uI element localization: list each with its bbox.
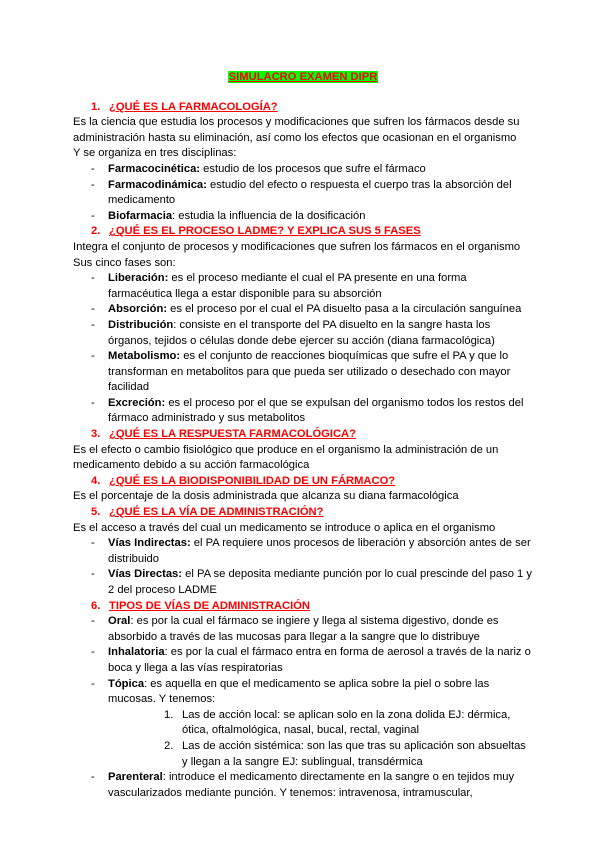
paragraph: Sus cinco fases son: [73,256,176,269]
heading-text: ¿QUÉ ES EL PROCESO LADME? Y EXPLICA SUS 5 FASES [109,225,421,238]
list-item [73,209,533,225]
item-text: es el conjunto de reacciones bioquímicas que sufre el PA y que lo transforman en metabolitos para que pueda ser utilizado o desechado con mayor facilidad [108,350,511,394]
item-term: Vías Directas: [108,568,183,581]
sublist-text: Las de acción local: se aplican solo en la zona dolida EJ: dérmica, ótica, oftalmológica, nasal, bucal, rectal, vaginal [182,708,511,737]
sublist-item [108,739,533,770]
section-3-heading [73,427,533,443]
paragraph: Es el porcentaje de la dosis administrada que alcanza su diana farmacológica [73,490,459,503]
item-term: Liberación: [108,272,169,285]
section-number: 6. [91,599,101,612]
item-term: Tópica [108,677,145,690]
list-item [73,770,533,801]
section-2-heading [73,224,533,240]
item-text: el PA requiere unos procesos de liberación y absorción antes de ser distribuido [108,537,531,565]
heading-text: TIPOS DE VÍAS DE ADMINISTRACIÓN [109,599,310,612]
item-term: Oral [108,615,131,628]
item-text: : introduce el medicamento directamente en la sangre o en tejidos muy vascularizados mediante punción. Y tenemos: intravenosa, intramuscular, [108,771,515,799]
item-text: es el proceso por el cual el PA disuelto pasa a la circulación sanguínea [167,303,522,316]
sublist-number: 1. [164,708,174,721]
section-6-heading [73,599,533,615]
item-term: Metabolismo: [108,350,181,363]
paragraph: Integra el conjunto de procesos y modificaciones que sufren los fármacos en el organismo [73,240,521,253]
list-item [73,645,533,676]
item-term: Vías Indirectas: [108,537,191,550]
sublist-number: 2. [164,739,174,752]
routes-list [73,536,533,598]
sublist-item [108,708,533,739]
section-number: 1. [91,100,101,113]
phases-list [73,271,533,427]
item-text: : estudia la influencia de la dosificación [172,209,366,222]
item-term: Parenteral [108,771,163,784]
heading-text: ¿QUÉ ES LA FARMACOLOGÍA? [109,100,278,113]
topical-sublist [108,708,533,770]
item-text: estudio del efecto o respuesta el cuerpo tras la absorción del medicamento [108,178,512,207]
item-term: Farmacocinética: [108,162,201,175]
list-item [73,567,533,598]
paragraph: Es la ciencia que estudia los procesos y modificaciones que sufren los fármacos desde su administración hasta su eliminación, así como los efectos que ocasionan en el organismo [73,116,520,144]
section-number: 2. [91,225,101,238]
paragraph: Es el efecto o cambio fisiológico que produce en el organismo la administración de un medicamento debido a su acción farmacológica [73,443,499,472]
item-text: : consiste en el transporte del PA disuelto en la sangre hasta los órganos, tejidos o células donde debe ejercer su acción (diana farmacológica) [108,318,495,347]
item-term: Farmacodinámica: [108,178,207,191]
title-text: SIMULACRO EXAMEN DIPR [228,71,378,83]
item-term: Biofarmacia [108,209,173,222]
section-number: 4. [91,474,101,487]
list-item [73,614,533,645]
list-item [73,162,533,178]
section-5-heading [73,505,533,521]
sublist-text: Las de acción sistémica: son las que tras su aplicación son absueltas y llegan a la sangre EJ: sublingual, transdérmica [182,739,526,768]
list-item [73,271,533,302]
heading-text: ¿QUÉ ES LA BIODISPONIBILIDAD DE UN FÁRMACO? [109,474,396,487]
section-number: 5. [91,506,101,519]
item-term: Excreción: [108,396,166,409]
item-text: es el proceso mediante el cual el PA presente en una forma farmacéutica llega a estar disponible para su absorción [108,272,467,300]
item-text: : es por la cual el fármaco entra en forma de aerosol a través de la nariz o boca y llega a las vías respiratorias [108,646,531,674]
item-text: el PA se deposita mediante punción por lo cual prescinde del paso 1 y 2 del proceso LADME [108,568,532,596]
list-item [73,349,533,396]
section-1-heading [73,100,533,116]
item-term: Distribución [108,318,174,331]
section-4-heading [73,474,533,490]
list-item [73,302,533,318]
heading-text: ¿QUÉ ES LA RESPUESTA FARMACOLÓGICA? [109,428,356,441]
item-term: Inhalatoria [108,646,165,659]
item-text: : es por la cual el fármaco se ingiere y llega al sistema digestivo, donde es absorbido a través de las mucosas para llegar a la sangre que lo distribuye [108,615,499,643]
list-item [73,536,533,567]
document-title [73,70,533,86]
list-item [73,677,533,771]
item-term: Absorción: [108,303,168,316]
paragraph: Y se organiza en tres disciplinas: [73,147,237,160]
list-item [73,396,533,427]
item-text: estudio de los procesos que sufre el fármaco [200,162,426,175]
list-item [73,178,533,209]
item-text: es el proceso por el que se expulsan del organismo todos los restos del fármaco administrado y sus metabolitos [108,396,524,425]
list-item [73,318,533,349]
route-types-list [73,614,533,801]
paragraph: Es el acceso a través del cual un medicamento se introduce o aplica en el organismo [73,521,496,534]
heading-text: ¿QUÉ ES LA VÍA DE ADMINISTRACIÓN? [109,506,324,519]
document-content [73,70,533,801]
section-number: 3. [91,428,101,441]
disciplines-list [73,162,533,224]
item-text: : es aquella en que el medicamento se aplica sobre la piel o sobre las mucosas. Y tenemos: [108,677,490,706]
